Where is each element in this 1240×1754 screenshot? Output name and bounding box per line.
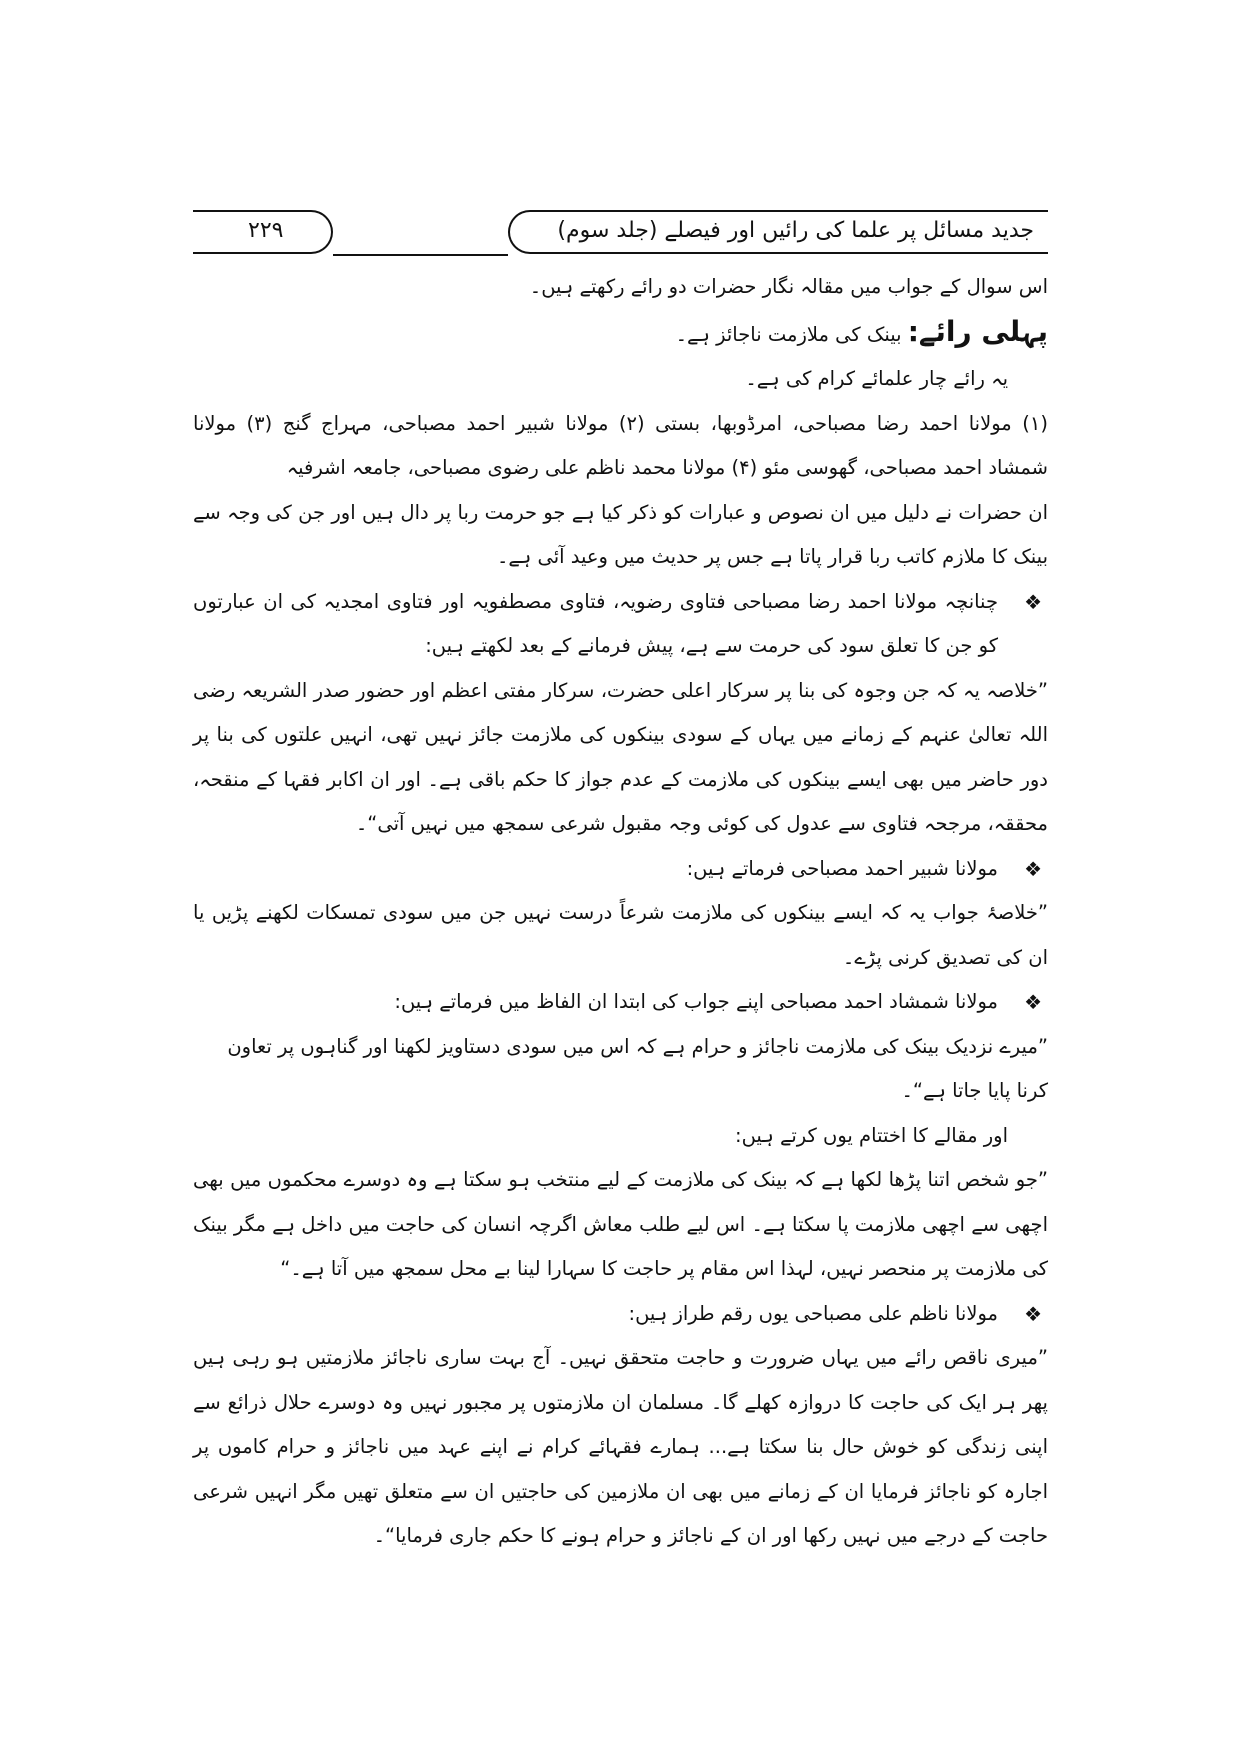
- first-opinion-heading: پہلی رائے:: [907, 314, 1048, 348]
- page-number-frame: [193, 210, 333, 254]
- quote-nazim: ”میری ناقص رائے میں یہاں ضرورت و حاجت متحقق نہیں۔ آج بہت ساری ناجائز ملازمتیں ہو رہی ہیں پھر ہر ایک کی حاجت کا دروازہ کھلے گا۔ مسلمان ان ملازمتوں پر مجبور نہیں وہ دوسرے حلال ذرائع سے اپنی زندگی کو خوش حال بنا سکتا ہے... ہمارے فقہائے کرام نے اپنے عہد میں ناجائز و حرام کاموں پر اجارہ کو ناجائز فرمایا ان کے زمانے میں بھی ان ملازمین کی حاجتیں ان سے متعلق تھیں مگر انہیں شرعی حاجت کے درجے میں نہیں رکھا اور ان کے ناجائز و حرام ہونے کا حکم جاری فرمایا“۔: [193, 1346, 1048, 1547]
- quote-shabbir: ”خلاصۂ جواب یہ کہ ایسے بینکوں کی ملازمت شرعاً درست نہیں جن میں سودی تمسکات لکھنے پڑیں یا ان کی تصدیق کرنی پڑے۔: [193, 901, 1048, 969]
- scholar-list: (۱) مولانا احمد رضا مصباحی، امرڈوبھا، بستی (۲) مولانا شبیر احمد مصباحی، مہراج گنج (۳) مولانا شمشاد احمد مصباحی، گھوسی مئو (۴) مولانا محمد ناظم علی رضوی مصباحی، جامعہ اشرفیہ: [193, 411, 1048, 479]
- header-rule: [333, 254, 508, 256]
- bullet-text: مولانا شمشاد احمد مصباحی اپنے جواب کی ابتدا ان الفاظ میں فرماتے ہیں:: [394, 990, 998, 1013]
- bullet-icon: ❖: [1024, 856, 1042, 881]
- quote-raza: ”خلاصہ یہ کہ جن وجوہ کی بنا پر سرکار اعلی حضرت، سرکار مفتی اعظم اور حضور صدر الشریعہ رضی اللہ تعالیٰ عنہم کے زمانے میں یہاں کے سودی بینکوں کی ملازمت جائز نہیں تھی، انہیں علتوں کی بنا پر دور حاضر میں بھی ایسے بینکوں کی ملازمت کے عدم جواز کا حکم باقی ہے۔ اور ان اکابر فقہا کے منقحہ، محققہ، مرجحہ فتاوی سے عدول کی کوئی وجہ مقبول شرعی سمجھ میں نہیں آتی“۔: [193, 678, 1048, 835]
- opinion-holders-intro: یہ رائے چار علمائے کرام کی ہے۔: [745, 367, 1008, 390]
- bullet-text: مولانا ناظم علی مصباحی یوں رقم طراز ہیں:: [628, 1301, 998, 1325]
- quote-shamshad-opening: ”میرے نزدیک بینک کی ملازمت ناجائز و حرام ہے کہ اس میں سودی دستاویز لکھنا اور گناہوں پر تعاون کرنا پایا جاتا ہے“۔: [227, 1034, 1048, 1102]
- first-opinion-text: بینک کی ملازمت ناجائز ہے۔: [675, 322, 908, 346]
- bullet-text: چنانچہ مولانا احمد رضا مصباحی فتاوی رضویہ، فتاوی مصطفویہ اور فتاوی امجدیہ کی ان عبارتوں کو جن کا تعلق سود کی حرمت سے ہے، پیش فرمانے کے بعد لکھتے ہیں:: [193, 589, 998, 657]
- page-header: [193, 210, 1048, 256]
- book-title-frame: [508, 210, 1048, 254]
- first-opinion-paragraph: [193, 310, 1048, 358]
- bullet-item-shabbir: [193, 847, 1048, 892]
- bullet-icon: ❖: [1024, 990, 1042, 1014]
- bullet-item-raza: [193, 580, 1048, 669]
- bullet-icon: ❖: [1024, 1301, 1042, 1326]
- evidence-paragraph: ان حضرات نے دلیل میں ان نصوص و عبارات کو ذکر کیا ہے جو حرمت ربا پر دال ہیں اور جن کی وجہ سے بینک کا ملازم کاتب ربا قرار پاتا ہے جس پر حدیث میں وعید آئی ہے۔: [193, 500, 1048, 568]
- book-title: جدید مسائل پر علما کی رائیں اور فیصلے (جلد سوم): [557, 218, 1034, 243]
- bullet-item-shamshad: [193, 980, 1048, 1025]
- page-number: ۲۲۹: [248, 218, 284, 243]
- quote-shamshad-closing: ”جو شخص اتنا پڑھا لکھا ہے کہ بینک کی ملازمت کے لیے منتخب ہو سکتا ہے وہ دوسرے محکموں میں بھی اچھی سے اچھی ملازمت پا سکتا ہے۔ اس لیے طلب معاش اگرچہ انسان کی حاجت میں داخل ہے مگر بینک کی ملازمت پر منحصر نہیں، لہذا اس مقام پر حاجت کا سہارا لینا بے محل سمجھ میں آتا ہے۔“: [193, 1168, 1048, 1280]
- body-text: [193, 265, 1048, 1559]
- intro-paragraph: اس سوال کے جواب میں مقالہ نگار حضرات دو رائے رکھتے ہیں۔: [529, 275, 1048, 298]
- shamshad-closing-intro: اور مقالے کا اختتام یوں کرتے ہیں:: [735, 1123, 1008, 1147]
- bullet-text: مولانا شبیر احمد مصباحی فرماتے ہیں:: [686, 856, 998, 880]
- bullet-item-nazim: [193, 1292, 1048, 1337]
- bullet-icon: ❖: [1024, 589, 1042, 614]
